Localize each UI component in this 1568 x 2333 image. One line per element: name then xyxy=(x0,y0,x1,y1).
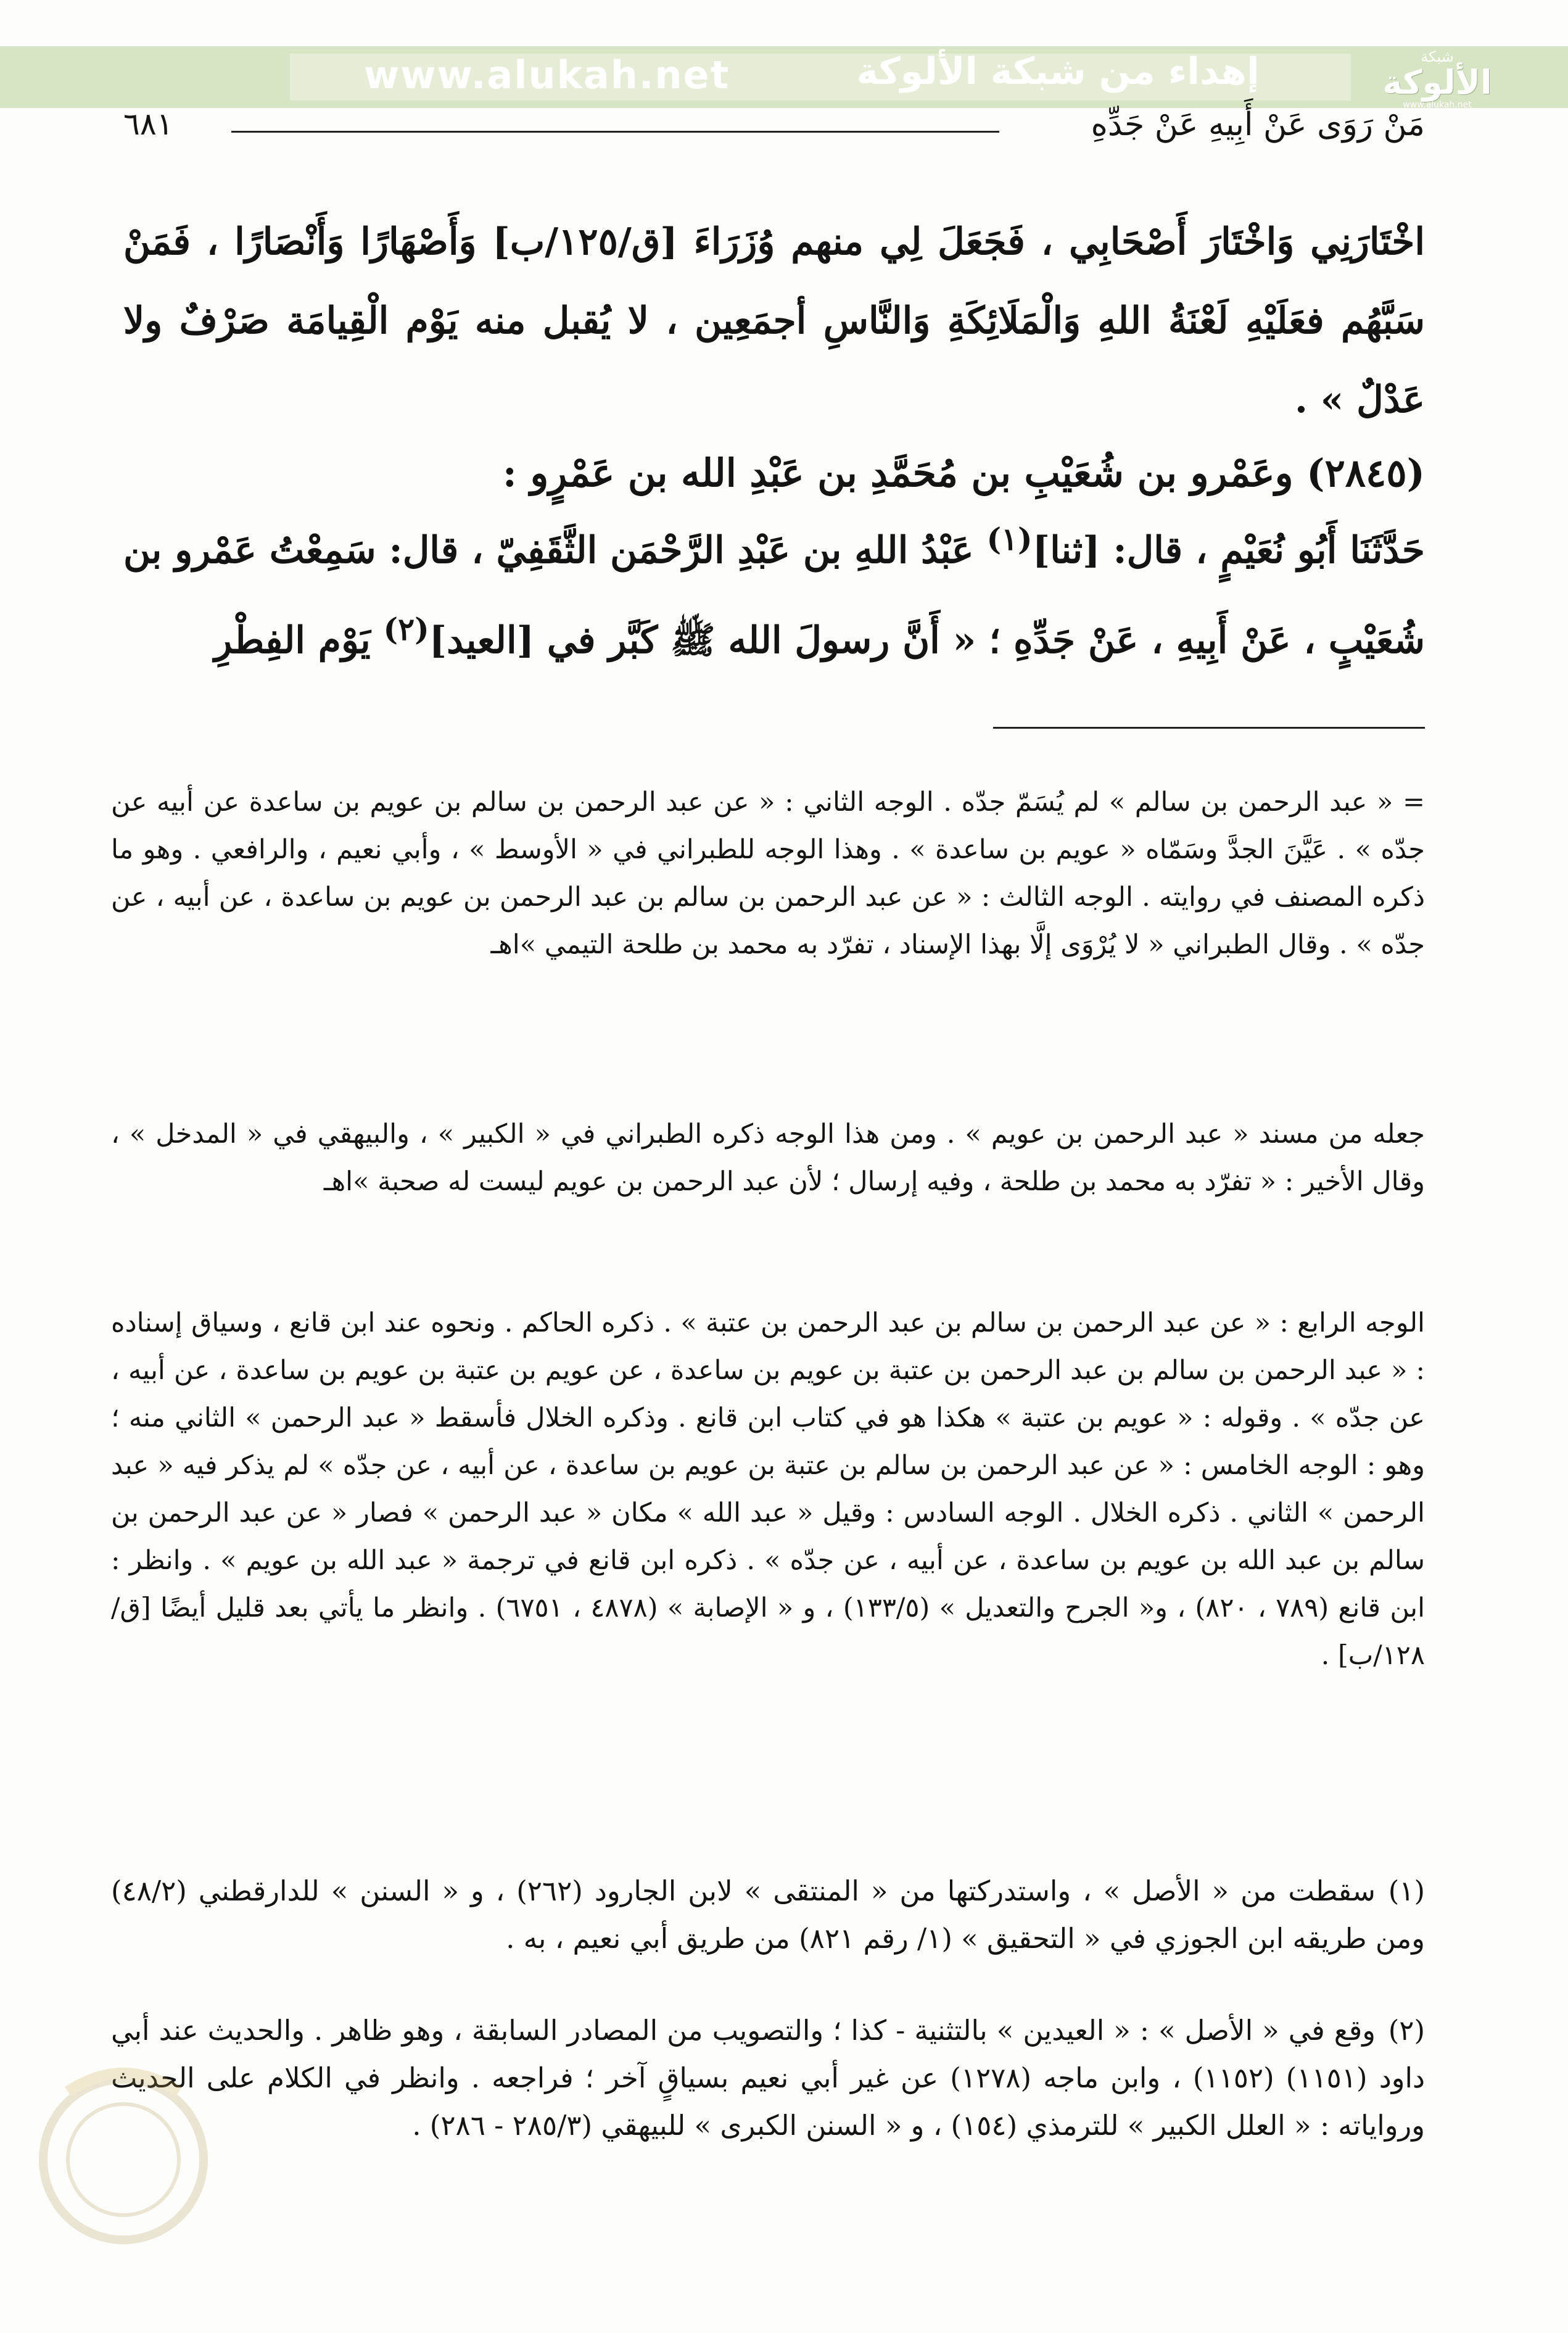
logo-top-text: شبكة xyxy=(1421,48,1454,65)
watermark-banner xyxy=(0,46,1568,108)
running-title: مَنْ رَوَى عَنْ أَبِيهِ عَنْ جَدِّهِ xyxy=(1091,106,1425,143)
footnote-2-text: وقع في « الأصل » : « العيدين » بالتثنية - كذا ؛ والتصويب من المصادر السابقة ، وهو ظاهر . والحديث عند أبي داود (١١٥١) (١١٥٢) ، وابن ماجه (١٢٧٨) عن غير أبي نعيم بسياقٍ آخر ؛ فراجعه . وانظر في الكلام على الحديث ورواياته : « العلل الكبير » للترمذي (١٥٤) ، و « السنن الكبرى » للبيهقي (٢٨٥/٣ - ٢٨٦) . xyxy=(111,2014,1426,2142)
footnote-1-number: (١) xyxy=(1388,1875,1425,1907)
footnote-continuation-2: جعله من مسند « عبد الرحمن بن عويم » . ومن هذا الوجه ذكره الطبراني في « الكبير » ، والبيهقي في « المدخل » ، وقال الأخير : « تفرّد به محمد بن طلحة ، وفيه إرسال ؛ لأن عبد الرحمن بن عويم ليست له صحبة »اهـ xyxy=(111,1119,1425,1197)
running-header xyxy=(123,106,1425,149)
footnote-ref-2: (٢) xyxy=(383,611,429,647)
page-number: ٦٨١ xyxy=(123,106,173,142)
logo-url-text: www.alukah.net xyxy=(1403,100,1472,110)
isnad-text-2: عَبْدُ اللهِ بن عَبْدِ الرَّحْمَن الثَّقَفِيّ ، قال: سَمِعْتُ عَمْرو بن شُعَيْبٍ ، عَنْ أَبِيهِ ، عَنْ جَدِّهِ ؛ « أَنَّ رسولَ الله ﷺ كَبَّر في [العيد] xyxy=(123,529,1425,662)
footnote-continuation-1: = « عبد الرحمن بن سالم » لم يُسَمّ جدّه . الوجه الثاني : « عن عبد الرحمن بن سالم بن عويم بن ساعدة عن أبيه عن جدّه » . عَيَّنَ الجدَّ وسَمّاه « عويم بن ساعدة » . وهذا الوجه للطبراني في « الأوسط » ، وأبي نعيم ، والرافعي . وهو ما ذكره المصنف في روايته . الوجه الثالث : « عن عبد الرحمن بن سالم بن عبد الرحمن بن عويم بن ساعدة ، عن أبيه ، عن جدّه » . وقال الطبراني « لا يُرْوَى إلَّا بهذا الإسناد ، تفرّد به محمد بن طلحة التيمي »اهـ xyxy=(111,787,1425,960)
isnad-text-3: يَوْم الفِطْرِ xyxy=(214,619,384,662)
header-rule xyxy=(231,131,999,133)
footnote-2 xyxy=(111,2007,1425,2149)
corner-watermark-emblem xyxy=(25,2055,222,2258)
footnote-1 xyxy=(111,1867,1425,1962)
footnote-separator xyxy=(993,727,1425,729)
footnote-1-text: سقطت من « الأصل » ، واستدركتها من « المنتقى » لابن الجارود (٢٦٢) ، و « السنن » للدارقطني (٤٨/٢) ومن طريقه ابن الجوزي في « التحقيق » (١/ رقم ٨٢١) من طريق أبي نعيم ، به . xyxy=(111,1875,1425,1955)
footnote-ref-1: (١) xyxy=(986,521,1033,557)
banner-gift-text: إهداء من شبكة الألوكة xyxy=(856,50,1260,93)
isnad-text-1: حَدَّثَنَا أَبُو نُعَيْمٍ ، قال: [ثنا] xyxy=(1032,529,1426,572)
footnote-continuation-3: الوجه الرابع : « عن عبد الرحمن بن سالم بن عبد الرحمن بن عتبة » . ذكره الحاكم . ونحوه عند ابن قانع ، وسياق إسناده : « عبد الرحمن بن سالم بن عبد الرحمن بن عتبة بن عويم بن ساعدة ، عن عويم بن عتبة بن عويم بن ساعدة ، عن أبيه ، عن جدّه » . وقوله : « عويم بن عتبة » هكذا هو في كتاب ابن قانع . وذكره الخلال فأسقط « عبد الرحمن » الثاني منه ؛ وهو : الوجه الخامس : « عن عبد الرحمن بن سالم بن عتبة بن عويم بن ساعدة ، عن أبيه ، عن جدّه » لم يذكر فيه « عبد الرحمن » الثاني . ذكره الخلال . الوجه السادس : وقيل « عبد الله » مكان « عبد الرحمن » فصار « عن عبد الرحمن بن سالم بن عبد الله بن عويم بن ساعدة ، عن أبيه ، عن جدّه » . ذكره ابن قانع في ترجمة « عبد الله بن عويم » . وانظر : ابن قانع (٧٨٩ ، ٨٢٠) ، و« الجرح والتعديل » (١٣٣/٥) ، و « الإصابة » (٤٨٧٨ ، ٦٧٥١) . وانظر ما يأتي بعد قليل أيضًا [ق/١٢٨/ب] . xyxy=(111,1307,1426,1671)
logo-main-text: الألوكة xyxy=(1382,63,1492,102)
main-paragraph-1: اخْتَارَنِي وَاخْتَارَ أَصْحَابِي ، فَجَعَلَ لِي منهم وُزَرَاءَ [ق/١٢٥/ب] وَأَصْهَارًا وَأَنْصَارًا ، فَمَنْ سَبَّهُم فعَلَيْهِ لَعْنَةُ اللهِ وَالْمَلَائِكَةِ وَالنَّاسِ أجمَعِين ، لا يُقبل منه يَوْم الْقِيامَة صَرْفٌ ولا عَدْلٌ » . xyxy=(123,220,1425,421)
main-paragraph-2 xyxy=(123,500,1425,680)
footnote-2-number: (٢) xyxy=(1388,2014,1425,2047)
banner-site-url: www.alukah.net xyxy=(364,52,730,97)
alukah-logo xyxy=(1366,48,1508,110)
hadith-heading: (٢٨٤٥) وعَمْرو بن شُعَيْبِ بن مُحَمَّدِ بن عَبْدِ الله بن عَمْرٍو : xyxy=(502,450,1425,495)
